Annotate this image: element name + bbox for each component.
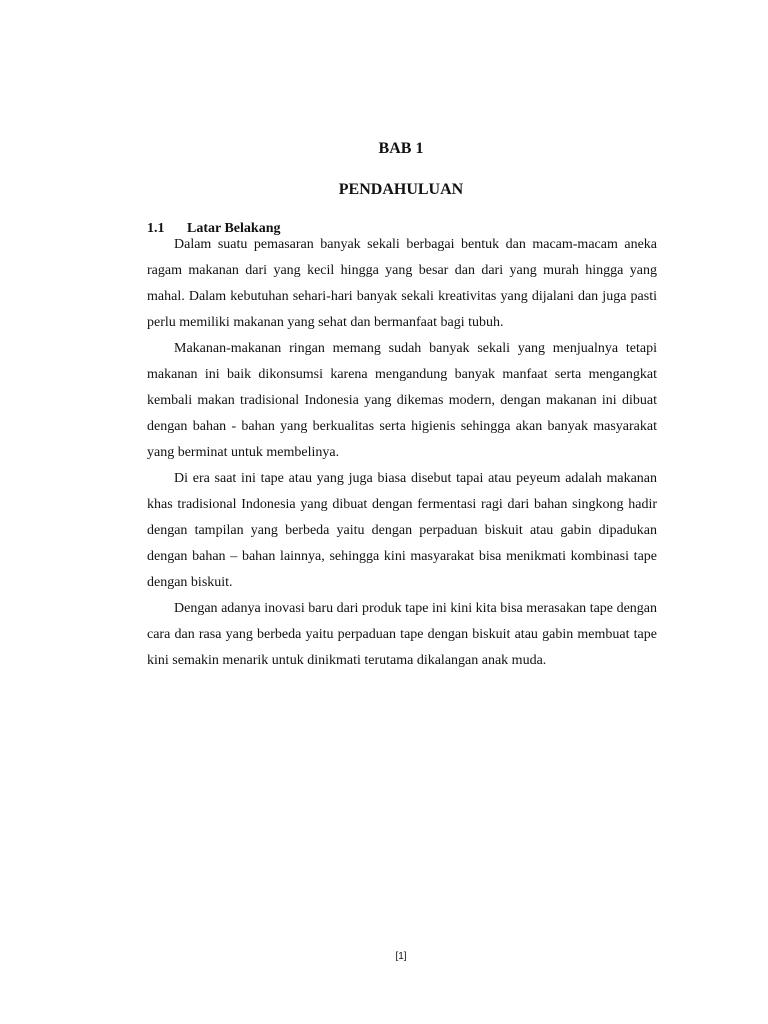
chapter-number: BAB 1 [378, 140, 424, 157]
paragraph-3: Di era saat ini tape atau yang juga biasa disebut tapai atau peyeum adalah makanan khas tradisional Indonesia yang dibuat dengan fermentasi ragi dari bahan singkong hadir dengan tampilan yang berbeda yaitu dengan perpaduan biskuit atau gabin dipadukan dengan bahan – bahan lainnya, sehingga kini masyarakat bisa menikmati kombinasi tape dengan biskuit. [147, 471, 657, 590]
paragraph-2: Makanan-makanan ringan memang sudah banyak sekali yang menjualnya tetapi makanan ini baik dikonsumsi karena mengandung banyak manfaat serta mengangkat kembali makan tradisional Indonesia yang dikemas modern, dengan makanan ini dibuat dengan bahan - bahan yang berkualitas serta higienis sehingga akan banyak masyarakat yang berminat untuk membelinya. [147, 341, 657, 460]
section-title: Latar Belakang [187, 221, 281, 236]
paragraph-1: Dalam suatu pemasaran banyak sekali berbagai bentuk dan macam-macam aneka ragam makanan dari yang kecil hingga yang besar dan dari yang murah hingga yang mahal. Dalam kebutuhan sehari-hari banyak sekali kreativitas yang dijalani dan juga pasti perlu memiliki makanan yang sehat dan bermanfaat bagi tubuh. [147, 237, 657, 330]
chapter-title: PENDAHULUAN [338, 181, 464, 198]
section-number: 1.1 [147, 221, 165, 236]
page-number: [1] [395, 951, 407, 962]
body-text [147, 232, 657, 674]
paragraph-4: Dengan adanya inovasi baru dari produk tape ini kini kita bisa merasakan tape dengan cara dan rasa yang berbeda yaitu perpaduan tape dengan biskuit atau gabin membuat tape kini semakin menarik untuk dinikmati terutama dikalangan anak muda. [147, 601, 657, 668]
